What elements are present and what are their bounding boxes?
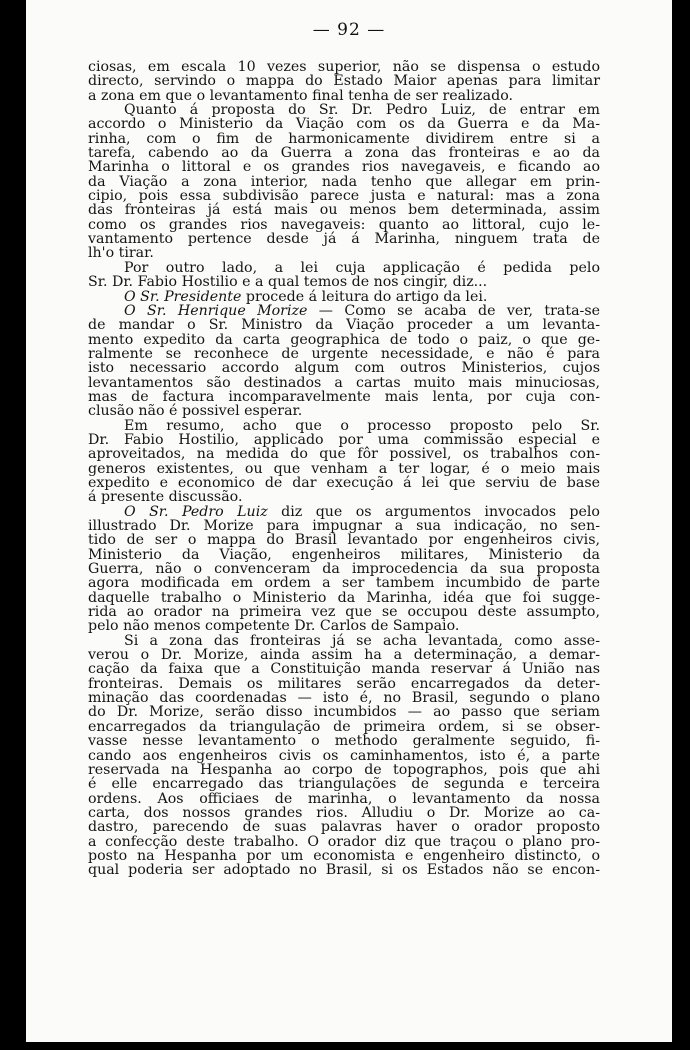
text-line: fronteiras. Demais os militares serão encarregados da deter- [88,675,600,692]
text-line: mento expedito da carta geographica de todo o paiz, o que ge- [88,331,600,348]
text-line: dastro, parecendo de suas palavras haver o orador proposto [88,819,600,836]
text-line: ciosas, em escala 10 vezes superior, não se dispensa o estudo [88,59,600,75]
text-line: encarregados da triangulação de primeira ordem, si se obser- [88,718,600,735]
text-line: Dr. Fabio Hostilio, applicado por uma commissão especial e [88,431,600,448]
text-line: directo, servindo o mappa do Estado Maior apenas para limitar [88,73,600,90]
body-text [88,60,600,878]
text-line: Marinha o littoral e os grandes rios navegaveis, e ficando ao [88,159,600,176]
text-line: tarefa, cabendo ao da Guerra a zona das fronteiras e ao da [88,145,600,162]
text-line: como os grandes rios navegaveis: quanto ao littoral, cujo le- [88,216,600,233]
text-line: mas de factura incomparavelmente mais lenta, por cuja con- [88,388,600,405]
text-line: a confecção deste trabalho. O orador diz que traçou o plano pro- [88,833,600,850]
text-line: do Dr. Morize, serão disso incumbidos — ao passo que seriam [88,704,600,721]
text-line: carta, dos nossos grandes rios. Alludiu o Dr. Morize ao ca- [88,804,600,821]
text-line: Em resumo, acho que o processo proposto pelo Sr. [124,417,600,434]
book-page [26,0,672,1042]
text-line: Quanto á proposta do Sr. Dr. Pedro Luiz, de entrar em [124,102,600,119]
text-line: O Sr. Presidente procede á leitura do artigo da lei. [124,288,488,305]
text-line: minação das coordenadas — isto é, no Brasil, segundo o plano [88,690,600,707]
text-line: cipio, pois essa subdivisão parece justa e natural: mas a zona [88,188,600,205]
text-line: vantamento pertence desde já á Marinha, ninguem trata de [88,231,600,248]
text-line: Por outro lado, a lei cuja applicação é pedida pelo [124,259,600,276]
text-line: cação da faixa que a Constituição manda reservar á União nas [88,661,600,678]
speaker-name: O Sr. Henrique Morize [124,302,308,319]
text-line: Si a zona das fronteiras já se acha levantada, como asse- [124,632,600,649]
text-line: ralmente se reconhece de urgente necessidade, e não é para [88,345,600,362]
text-line: qual poderia ser adoptado no Brasil, si os Estados não se encon- [88,862,600,879]
text-line: das fronteiras já está mais ou menos bem determinada, assim [88,202,600,219]
speaker-name: O Sr. Presidente [124,288,242,305]
text-line: clusão não é possivel esperar. [88,403,303,420]
text-line: posto na Hespanha por um economista e engenheiro distincto, o [88,847,600,864]
text-line: é elle encarregado das triangulações de segunda e terceira [88,776,600,793]
text-line: á presente discussão. [88,489,243,506]
text-line: Guerra, não o convenceram da improcedencia da sua proposta [88,561,600,578]
text-line: ordens. Aos officiaes de marinha, o levantamento da nossa [88,790,600,807]
text-line: accordo o Ministerio da Viação com os da Guerra e da Ma- [88,116,600,133]
text-line: O Sr. Henrique Morize — Como se acaba de ver, trata-se [124,302,600,319]
text-line: daquelle trabalho o Ministerio da Marinha, idéa que foi sugge- [88,589,600,606]
text-line: cando aos engenheiros civis os caminhamentos, isto é, a parte [88,747,600,764]
text-line: generos existentes, ou que venham a ter logar, é o meio mais [88,460,600,477]
text-line: reservada na Hespanha ao corpo de topographos, pois que ahi [88,761,600,778]
text-line: Sr. Dr. Fabio Hostilio e a qual temos de nos cingir, diz... [88,274,488,291]
text-line: Ministerio da Viação, engenheiros militares, Ministerio da [88,546,600,563]
text-line: isto necessario accordo algum com outros Ministerios, cujos [88,360,600,377]
text-line: illustrado Dr. Morize para impugnar a sua indicação, no sen- [88,518,600,534]
text-line: agora modificada em ordem a ser tambem incumbido de parte [88,575,600,592]
text-line: rida ao orador na primeira vez que se occupou deste assumpto, [88,604,600,621]
text-line: de mandar o Sr. Ministro da Viação proceder a um levanta- [88,317,600,334]
text-line: expedito e economico de dar execução á lei que serviu de base [88,474,600,491]
text-line: lh'o tirar. [88,245,154,262]
text-line: rinha, com o fim de harmonicamente dividirem entre si a [88,130,600,147]
text-line: levantamentos são destinados a cartas muito mais minuciosas, [88,374,600,391]
text-line: pelo não menos competente Dr. Carlos de Sampaio. [88,618,460,635]
speaker-name: O Sr. Pedro Luiz [124,503,268,520]
text-line: vasse nesse levantamento o methodo geralmente seguido, fi- [88,733,600,750]
text-line: aproveitados, na medida do que fôr possivel, os trabalhos con- [88,446,600,463]
text-line: a zona em que o levantamento final tenha de ser realizado. [88,87,514,104]
page-number: — 92 — [312,20,386,40]
text-line: da Viação a zona interior, nada tenho que allegar em prin- [88,173,600,190]
text-line: O Sr. Pedro Luiz diz que os argumentos invocados pelo [124,503,600,520]
text-line: verou o Dr. Morize, ainda assim ha a determinação, a demar- [88,647,600,664]
text-line: tido de ser o mappa do Brasil levantado por engenheiros civis, [88,532,600,549]
